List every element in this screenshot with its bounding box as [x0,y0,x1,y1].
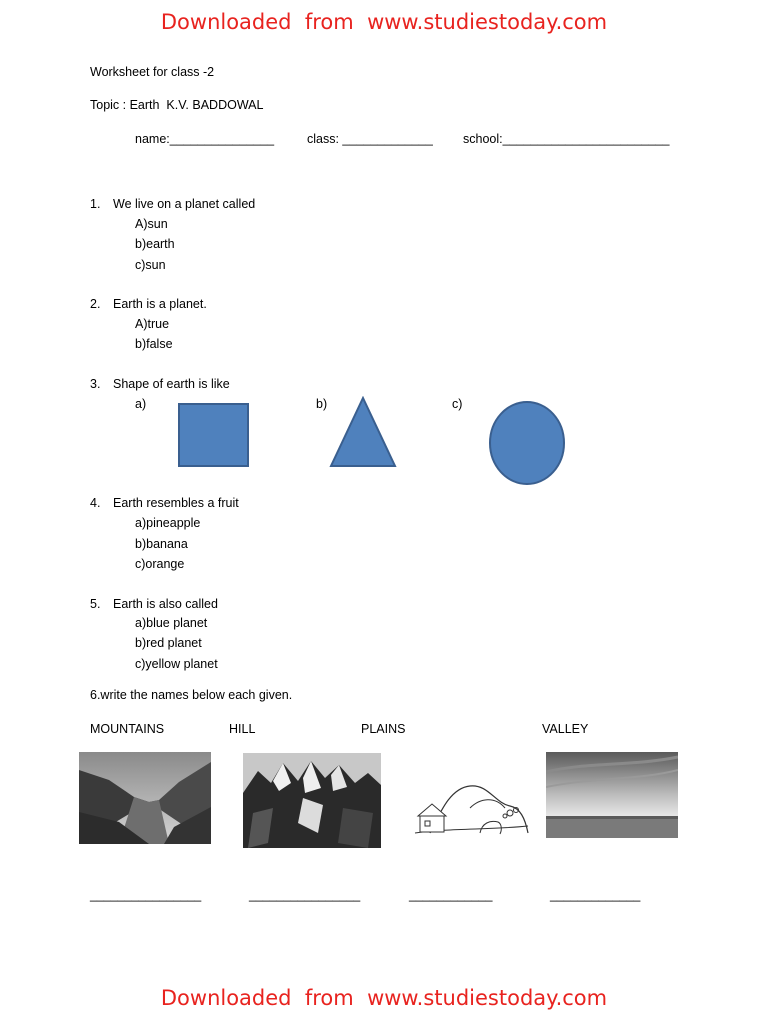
question-text: We live on a planet called [113,197,256,211]
answer-blank[interactable]: _____________ [550,888,641,902]
name-field: name:_______________ [135,132,275,146]
class-field: class: _____________ [307,132,433,146]
worksheet-title: Worksheet for class -2 [90,65,215,79]
label-valley: VALLEY [542,722,589,736]
square-shape [178,403,249,467]
answer-blank[interactable]: ________________ [249,888,361,902]
question-number: 3. [90,377,101,391]
question-number: 1. [90,197,101,211]
option-b: b)banana [135,537,188,551]
option-c: c)orange [135,557,185,571]
option-a: a) [135,397,147,411]
option-b: b)earth [135,237,175,251]
question-number: 2. [90,297,101,311]
circle-shape [488,400,566,486]
answer-blank[interactable]: ____________ [409,888,493,902]
question-text: Earth is also called [113,597,218,611]
download-banner-top: Downloaded from www.studiestoday.com [160,10,608,34]
question-text: Earth resembles a fruit [113,496,239,510]
hill-drawing [410,778,530,850]
question-6-text: 6.write the names below each given. [90,688,293,702]
label-hill: HILL [229,722,256,736]
option-c: c) [452,397,463,411]
topic-line: Topic : Earth K.V. BADDOWAL [90,98,264,112]
question-number: 5. [90,597,101,611]
valley-photo [79,752,211,844]
answer-blank[interactable]: ________________ [90,888,202,902]
download-banner-bottom: Downloaded from www.studiestoday.com [160,986,608,1010]
triangle-shape [329,396,397,468]
school-field: school:________________________ [463,132,670,146]
option-c: c)sun [135,258,166,272]
label-mountains: MOUNTAINS [90,722,165,736]
question-text: Shape of earth is like [113,377,230,391]
option-a: a)pineapple [135,516,201,530]
option-c: c)yellow planet [135,657,218,671]
option-a: A)true [135,317,170,331]
option-b: b)red planet [135,636,202,650]
option-a: A)sun [135,217,168,231]
plains-photo [546,752,678,838]
question-number: 4. [90,496,101,510]
option-a: a)blue planet [135,616,208,630]
mountains-photo [243,753,381,848]
label-plains: PLAINS [361,722,406,736]
option-b: b) [316,397,328,411]
question-text: Earth is a planet. [113,297,207,311]
option-b: b)false [135,337,173,351]
